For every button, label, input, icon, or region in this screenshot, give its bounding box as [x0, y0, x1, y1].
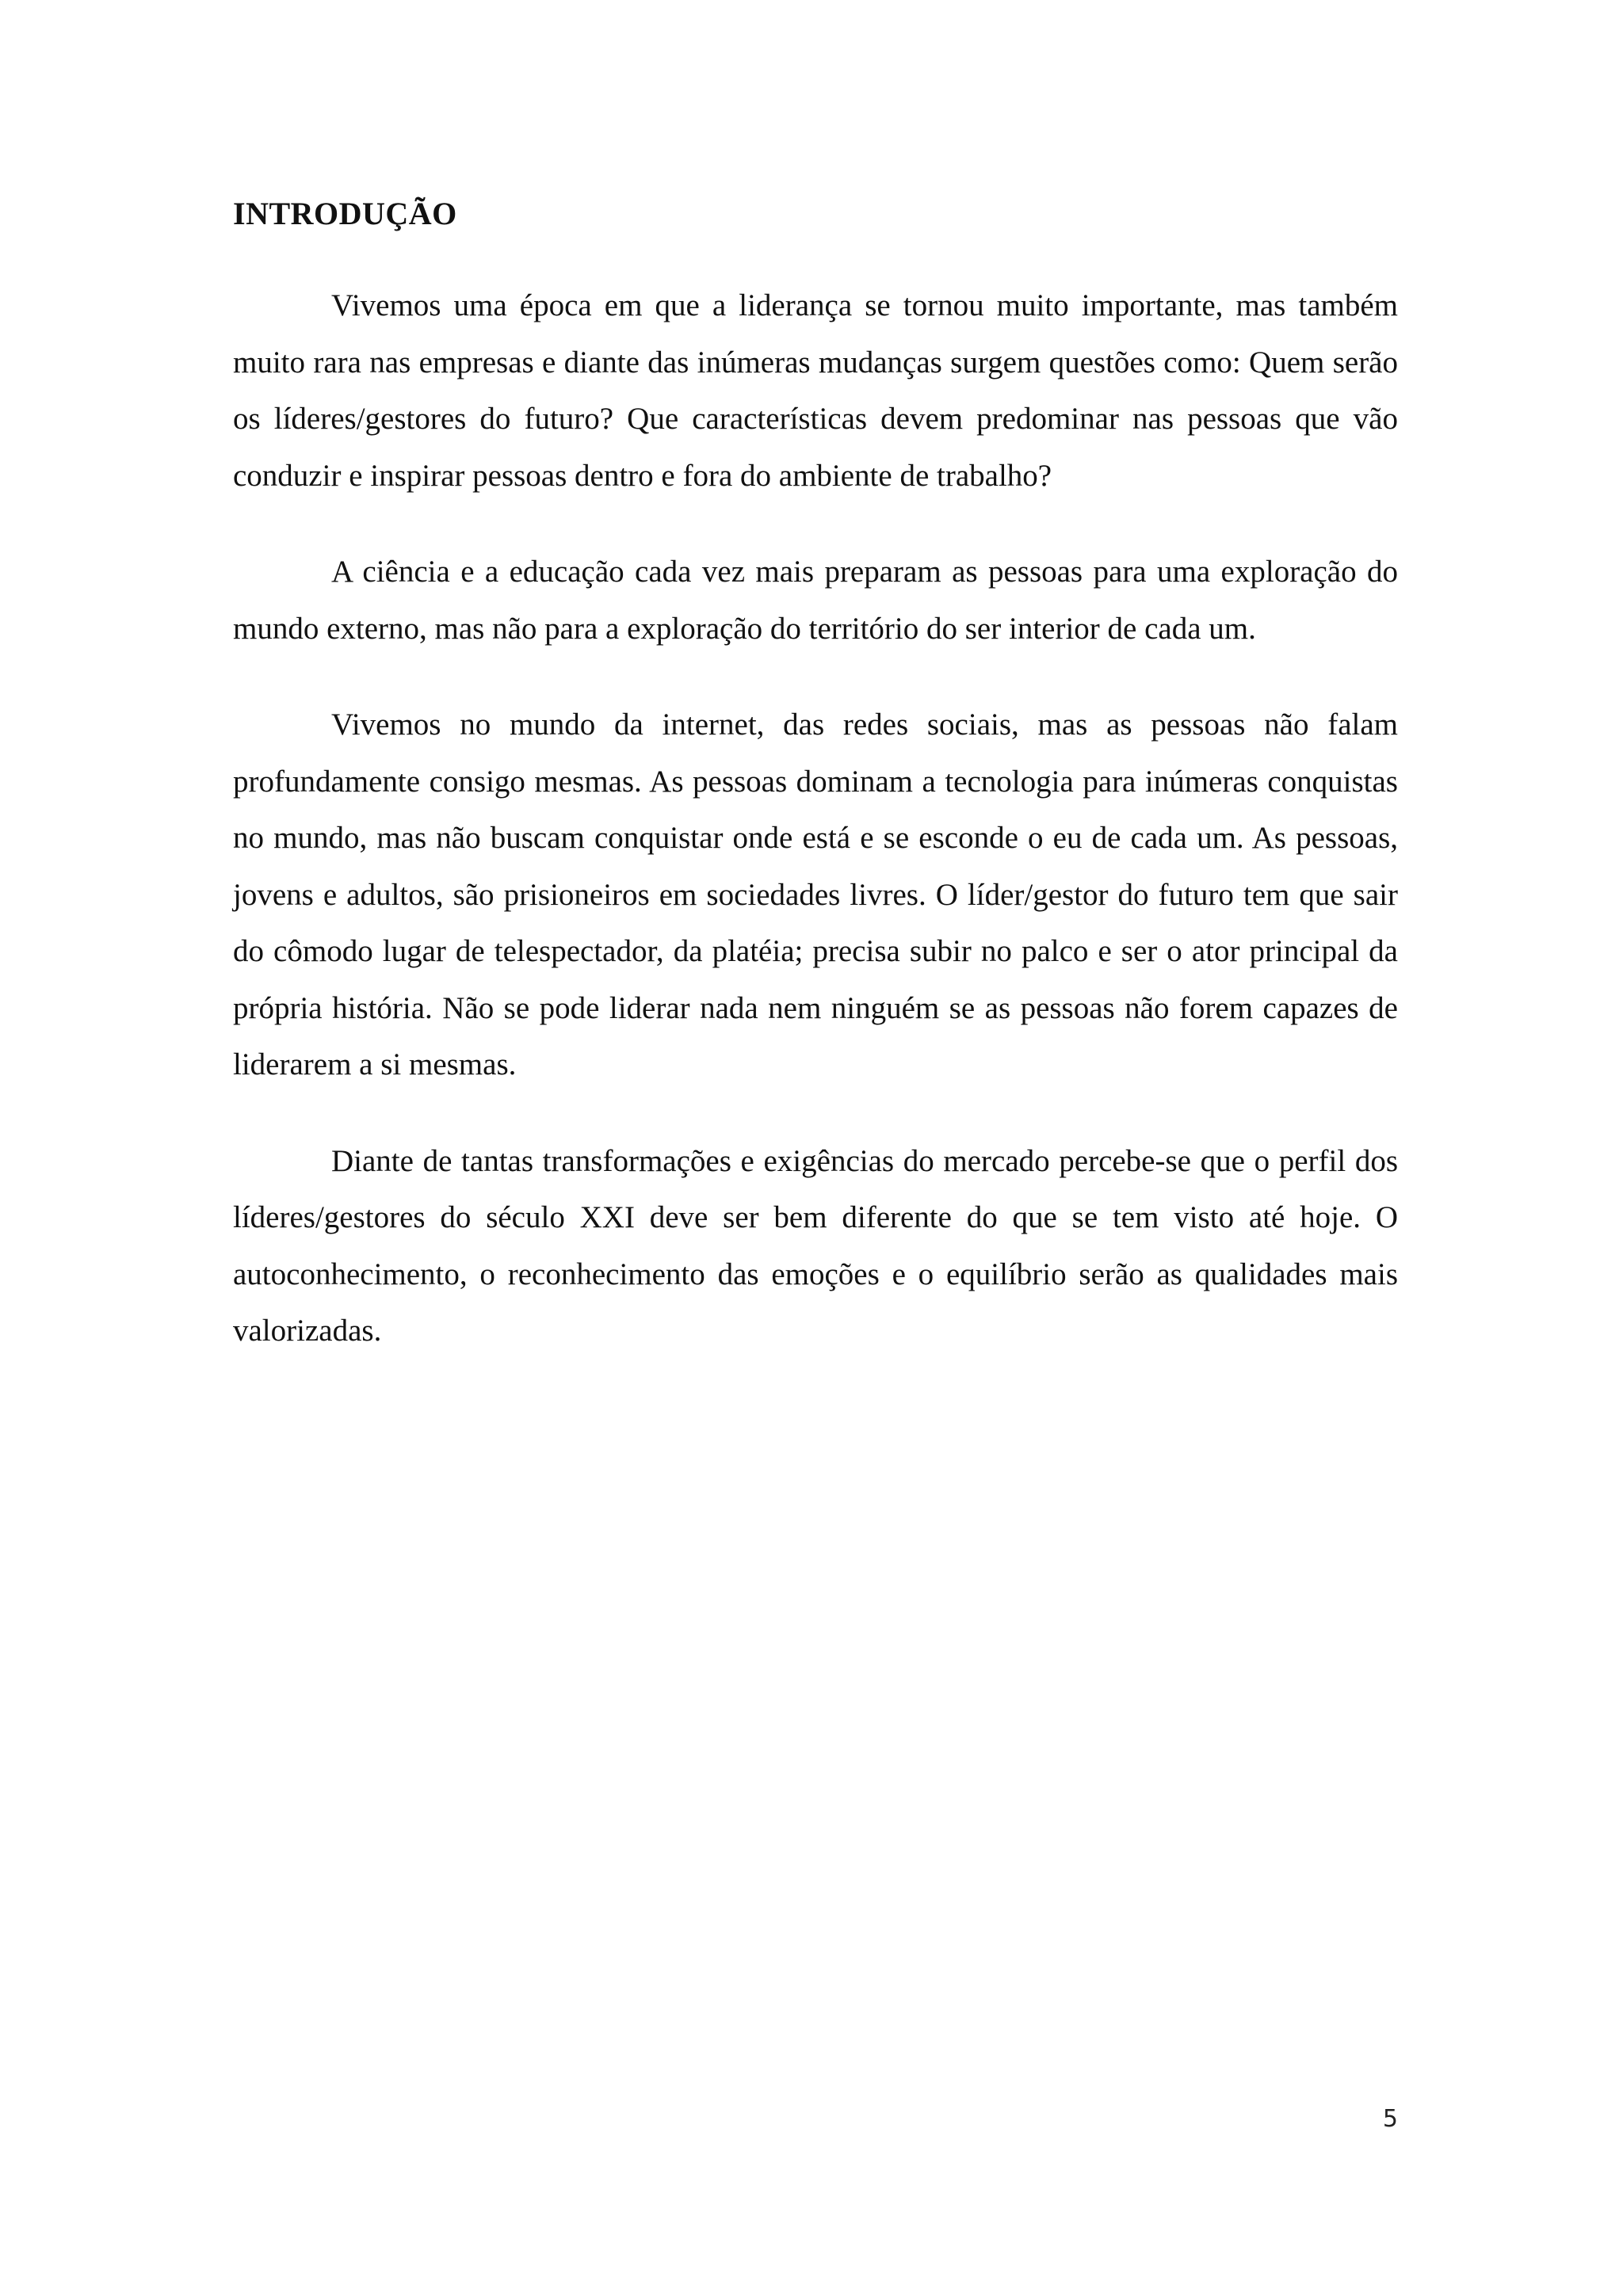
- paragraph-3: Vivemos no mundo da internet, das redes sociais, mas as pessoas não falam profundamente consigo mesmas. As pessoas dominam a tecnologia para inúmeras conquistas no mundo, mas não buscam conquistar onde está e se esconde o eu de cada um. As pessoas, jovens e adultos, são prisioneiros em sociedades livres. O líder/gestor do futuro tem que sair do cômodo lugar de telespectador, da platéia; precisa subir no palco e ser o ator principal da própria história. Não se pode liderar nada nem ninguém se as pessoas não forem capazes de liderarem a si mesmas.: [233, 707, 1398, 1081]
- paragraph-1: Vivemos uma época em que a liderança se tornou muito importante, mas também muito rara nas empresas e diante das inúmeras mudanças surgem questões como: Quem serão os líderes/gestores do futuro? Que características devem predominar nas pessoas que vão conduzir e inspirar pessoas dentro e fora do ambiente de trabalho?: [233, 288, 1398, 493]
- section-heading: INTRODUÇÃO: [233, 196, 457, 231]
- page-number: 5: [1382, 2105, 1398, 2133]
- body-text: [233, 277, 1398, 1399]
- paragraph-4: Diante de tantas transformações e exigências do mercado percebe-se que o perfil dos líderes/gestores do século XXI deve ser bem diferente do que se tem visto até hoje. O autoconhecimento, o reconhecimento das emoções e o equilíbrio serão as qualidades mais valorizadas.: [233, 1143, 1398, 1348]
- paragraph-2: A ciência e a educação cada vez mais preparam as pessoas para uma exploração do mundo externo, mas não para a exploração do território do ser interior de cada um.: [233, 555, 1398, 646]
